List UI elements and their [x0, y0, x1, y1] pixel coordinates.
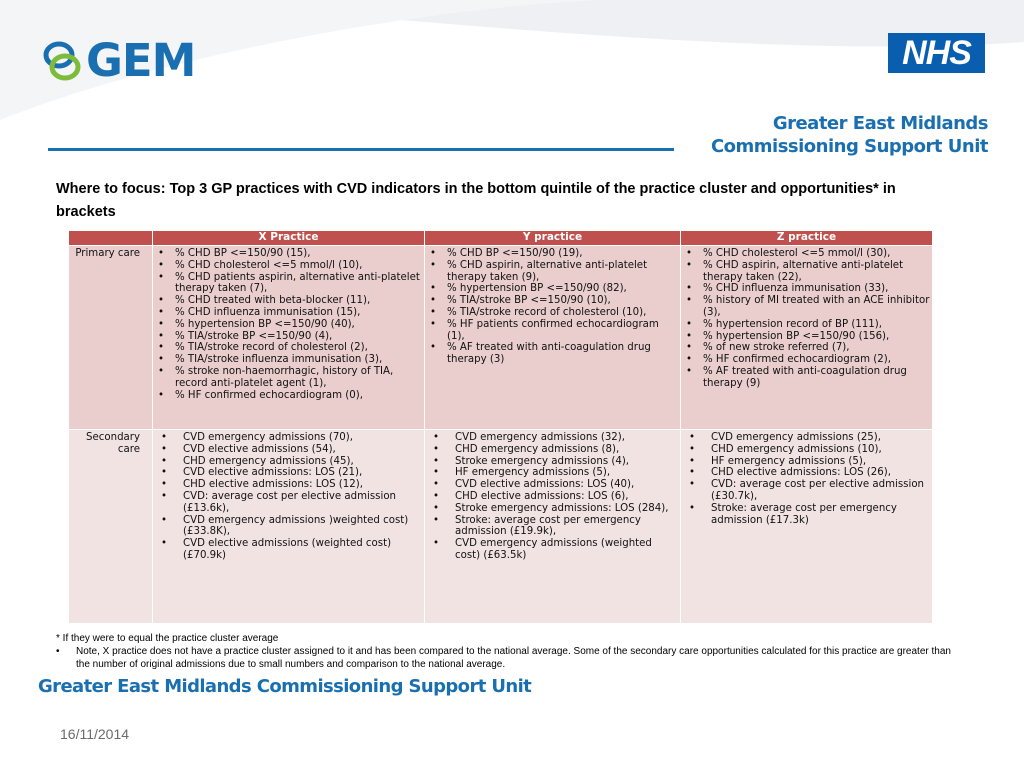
list-item: • % CHD cholesterol <=5 mmol/l (10), [175, 260, 422, 272]
footnote-asterisk: * If they were to equal the practice cluster average [56, 633, 279, 644]
list-item: • CVD emergency admissions (25), [711, 432, 930, 444]
list-item: • % hypertension record of BP (111), [703, 319, 930, 331]
cell-primary-y [425, 246, 681, 430]
bullet-list [155, 432, 422, 562]
cell-primary-z [681, 246, 933, 430]
org-name [711, 112, 988, 158]
list-item: • CVD emergency admissions (weighted cost) (£63.5k) [455, 538, 678, 562]
list-item: • % CHD BP <=150/90 (19), [447, 248, 678, 260]
list-item: • CHD emergency admissions (10), [711, 444, 930, 456]
list-item: • % HF patients confirmed echocardiogram (1), [447, 319, 678, 343]
list-item: • % of new stroke referred (7), [703, 342, 930, 354]
footnotes [56, 632, 956, 671]
cell-primary-x [153, 246, 425, 430]
bullet-list [427, 248, 678, 366]
list-item: • CVD emergency admissions (70), [183, 432, 422, 444]
list-item: • Stroke: average cost per emergency admission (£19.9k), [455, 515, 678, 539]
nhs-logo: NHS [888, 33, 985, 73]
list-item: • CVD emergency admissions (32), [455, 432, 678, 444]
list-item: • % CHD cholesterol <=5 mmol/l (30), [703, 248, 930, 260]
list-item: • HF emergency admissions (5), [711, 456, 930, 468]
list-item: • CHD emergency admissions (45), [183, 456, 422, 468]
list-item: • Stroke emergency admissions: LOS (284), [455, 503, 678, 515]
gem-infinity-icon [42, 39, 82, 83]
table-row-secondary-care [69, 430, 933, 624]
list-item: • % CHD BP <=150/90 (15), [175, 248, 422, 260]
list-item: • Stroke emergency admissions (4), [455, 456, 678, 468]
list-item: • % TIA/stroke record of cholesterol (10), [447, 307, 678, 319]
list-item: • CHD emergency admissions (8), [455, 444, 678, 456]
footer-date: 16/11/2014 [60, 726, 130, 742]
row-label-secondary-care: Secondary care [69, 430, 153, 624]
list-item: • CVD elective admissions: LOS (40), [455, 479, 678, 491]
list-item: • % CHD influenza immunisation (15), [175, 307, 422, 319]
list-item: • CVD elective admissions (weighted cost) (£70.9k) [183, 538, 422, 562]
list-item: • HF emergency admissions (5), [455, 467, 678, 479]
list-item: • % CHD aspirin, alternative anti-platelet therapy taken (9), [447, 260, 678, 284]
list-item: • % hypertension BP <=150/90 (82), [447, 283, 678, 295]
org-name-line1: Greater East Midlands [772, 113, 988, 134]
list-item: • CVD emergency admissions )weighted cost) (£33.8K), [183, 515, 422, 539]
list-item: • % HF confirmed echocardiogram (2), [703, 354, 930, 366]
footnote-bullet: • [56, 646, 60, 657]
cell-secondary-x [153, 430, 425, 624]
cell-secondary-z [681, 430, 933, 624]
list-item: • % TIA/stroke record of cholesterol (2), [175, 342, 422, 354]
list-item: • CVD: average cost per elective admission (£30.7k), [711, 479, 930, 503]
list-item: • % CHD patients aspirin, alternative anti-platelet therapy taken (7), [175, 272, 422, 296]
list-item: • % CHD treated with beta-blocker (11), [175, 295, 422, 307]
table-header-row [69, 231, 933, 246]
row-label-primary-care: Primary care [69, 246, 153, 430]
list-item: • CVD elective admissions (54), [183, 444, 422, 456]
slide-title: Where to focus: Top 3 GP practices with CVD indicators in the bottom quintile of the practice cluster and opportunities* in brackets [56, 181, 896, 220]
cell-secondary-y [425, 430, 681, 624]
list-item: • % TIA/stroke BP <=150/90 (4), [175, 331, 422, 343]
list-item: • % stroke non-haemorrhagic, history of TIA, record anti-platelet agent (1), [175, 366, 422, 390]
footnote-note-text: Note, X practice does not have a practice cluster assigned to it and has been compared to the national average. Some of the secondary care opportunities calculated for this practice are greater than the number of original admissions due to small numbers and comparison to the national average. [76, 646, 951, 670]
list-item: • % AF treated with anti-coagulation drug therapy (3) [447, 342, 678, 366]
bullet-list [155, 248, 422, 401]
bullet-list [427, 432, 678, 562]
list-item: • % CHD influenza immunisation (33), [703, 283, 930, 295]
list-item: • CHD elective admissions: LOS (26), [711, 467, 930, 479]
column-header-y-practice: Y practice [425, 231, 681, 246]
list-item: • % AF treated with anti-coagulation drug therapy (9) [703, 366, 930, 390]
column-header-x-practice: X Practice [153, 231, 425, 246]
practice-table [68, 230, 933, 624]
header-rule [48, 148, 674, 151]
list-item: • % CHD aspirin, alternative anti-platelet therapy taken (22), [703, 260, 930, 284]
footnote-note [56, 645, 956, 671]
gem-logo-text: GEM [86, 34, 196, 87]
list-item: • % hypertension BP <=150/90 (156), [703, 331, 930, 343]
column-header-z-practice: Z practice [681, 231, 933, 246]
header-corner [69, 231, 153, 246]
table-row-primary-care [69, 246, 933, 430]
org-name-line2: Commissioning Support Unit [710, 136, 988, 157]
list-item: • % HF confirmed echocardiogram (0), [175, 390, 422, 402]
list-item: • CHD elective admissions: LOS (6), [455, 491, 678, 503]
footer-brand: Greater East Midlands Commissioning Support Unit [38, 676, 532, 697]
list-item: • Stroke: average cost per emergency admission (£17.3k) [711, 503, 930, 527]
list-item: • % history of MI treated with an ACE inhibitor (3), [703, 295, 930, 319]
list-item: • % TIA/stroke BP <=150/90 (10), [447, 295, 678, 307]
list-item: • CVD elective admissions: LOS (21), [183, 467, 422, 479]
list-item: • % hypertension BP <=150/90 (40), [175, 319, 422, 331]
bullet-list [683, 432, 930, 526]
bullet-list [683, 248, 930, 390]
list-item: • CVD: average cost per elective admission (£13.6k), [183, 491, 422, 515]
list-item: • % TIA/stroke influenza immunisation (3), [175, 354, 422, 366]
list-item: • CHD elective admissions: LOS (12), [183, 479, 422, 491]
gem-logo [42, 34, 196, 87]
